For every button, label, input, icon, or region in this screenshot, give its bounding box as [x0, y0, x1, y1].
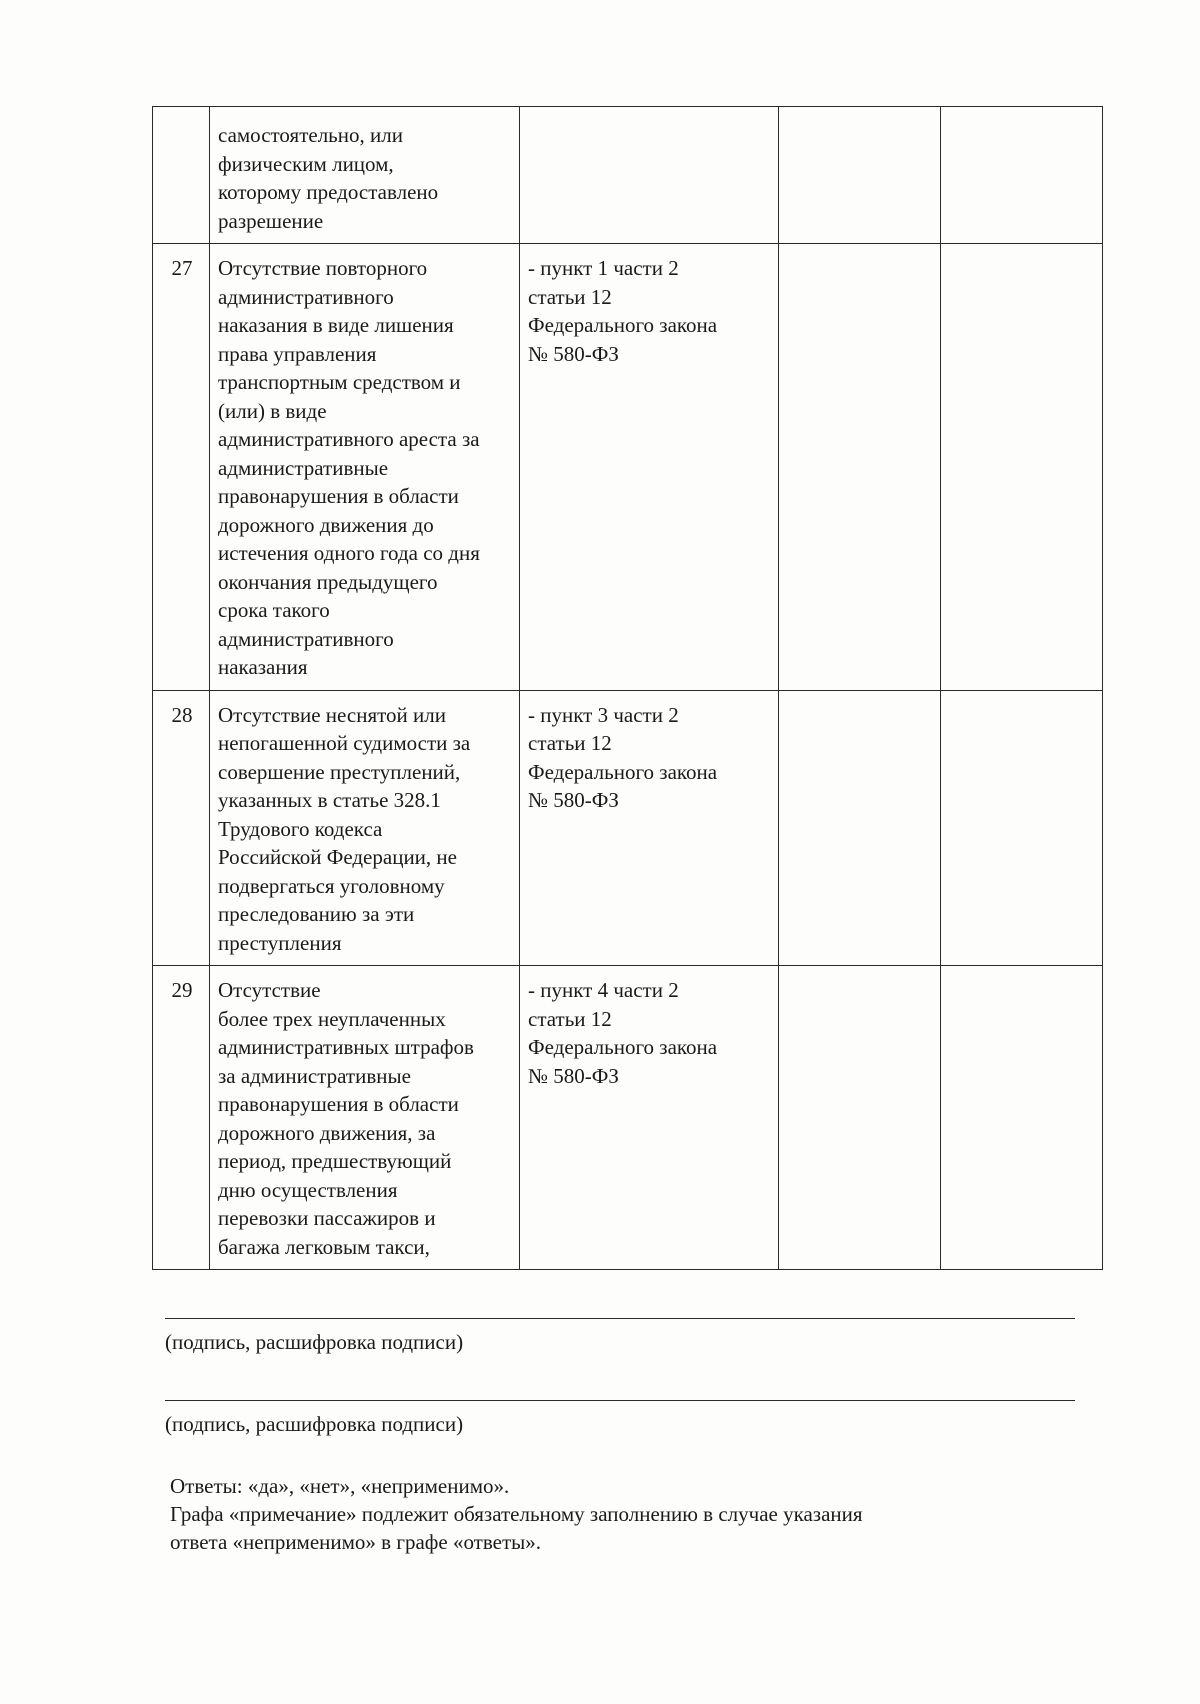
requirement-line: которому предоставлено: [218, 180, 439, 204]
signature-caption: (подпись, расшифровка подписи): [165, 1330, 464, 1354]
requirement-line: административного: [218, 626, 394, 651]
requirement-line: административного: [218, 284, 394, 309]
requirement-line: период, предшествующий: [218, 1149, 452, 1173]
row-number-cell: 28: [153, 690, 210, 966]
requirement-cell: [210, 690, 520, 966]
requirement-line: совершение преступлений,: [218, 759, 461, 784]
requirement-line: транспортным средством и: [218, 370, 461, 394]
reference-line: - пункт 3 части 2: [528, 702, 679, 727]
requirement-line: за административные: [218, 1063, 411, 1088]
answer-cell[interactable]: [779, 107, 941, 244]
requirement-line: Российской Федерации, не: [218, 845, 457, 869]
signature-caption: (подпись, расшифровка подписи): [165, 1412, 464, 1436]
requirement-line: административных штрафов: [218, 1035, 474, 1059]
requirement-line: перевозки пассажиров и: [218, 1206, 436, 1230]
requirement-line: Отсутствие неснятой или: [218, 702, 446, 727]
signature-line[interactable]: [165, 1318, 1075, 1319]
answer-cell[interactable]: [779, 244, 941, 691]
reference-line: № 580-ФЗ: [528, 788, 619, 812]
requirement-line: (или) в виде: [218, 398, 327, 423]
requirement-line: указанных в статье 328.1: [218, 788, 441, 812]
reference-line: - пункт 1 части 2: [528, 256, 679, 280]
instruction-line: Графа «примечание» подлежит обязательному заполнению в случае указания: [170, 1502, 863, 1526]
requirement-line: разрешение: [218, 208, 324, 233]
legal-reference-cell: [520, 107, 779, 244]
table-row: [153, 244, 1103, 691]
requirement-cell: [210, 107, 520, 244]
requirement-line: правонарушения в области: [218, 1092, 459, 1116]
note-cell[interactable]: [941, 107, 1103, 244]
answer-instructions: [170, 1472, 1100, 1556]
requirement-line: непогашенной судимости за: [218, 731, 471, 755]
reference-line: Федерального закона: [528, 759, 718, 784]
requirement-line: багажа легковым такси,: [218, 1234, 430, 1259]
table-row: [153, 107, 1103, 244]
reference-line: № 580-ФЗ: [528, 1063, 619, 1088]
signature-line[interactable]: [165, 1400, 1075, 1401]
checklist-table: [152, 106, 1103, 1270]
reference-line: Федерального закона: [528, 313, 718, 337]
table-row: [153, 966, 1103, 1270]
requirement-line: наказания: [218, 655, 308, 679]
legal-reference-cell: [520, 244, 779, 691]
answer-cell[interactable]: [779, 966, 941, 1270]
requirement-line: дорожного движения, за: [218, 1120, 436, 1145]
instruction-line: Ответы: «да», «нет», «неприменимо».: [170, 1474, 510, 1498]
requirement-line: физическим лицом,: [218, 151, 394, 176]
row-number-cell: 29: [153, 966, 210, 1270]
requirement-line: дню осуществления: [218, 1177, 398, 1202]
requirement-line: права управления: [218, 341, 377, 366]
reference-line: № 580-ФЗ: [528, 341, 619, 366]
row-number-cell: [153, 107, 210, 244]
reference-line: статьи 12: [528, 284, 612, 309]
requirement-cell: [210, 244, 520, 691]
requirement-line: Отсутствие: [218, 978, 321, 1002]
requirement-line: административные: [218, 455, 389, 480]
reference-line: статьи 12: [528, 731, 612, 755]
requirement-line: преследованию за эти: [218, 902, 415, 926]
note-cell[interactable]: [941, 244, 1103, 691]
requirement-line: самостоятельно, или: [218, 123, 403, 147]
reference-line: - пункт 4 части 2: [528, 978, 679, 1002]
requirement-line: административного ареста за: [218, 427, 480, 451]
legal-reference-cell: [520, 690, 779, 966]
requirement-line: более трех неуплаченных: [218, 1006, 446, 1031]
requirement-cell: [210, 966, 520, 1270]
requirement-line: Трудового кодекса: [218, 816, 383, 841]
table-row: [153, 690, 1103, 966]
reference-line: статьи 12: [528, 1006, 612, 1031]
requirement-line: подвергаться уголовному: [218, 873, 445, 898]
requirement-line: дорожного движения до: [218, 512, 434, 537]
requirement-line: преступления: [218, 930, 342, 955]
instruction-line: ответа «неприменимо» в графе «ответы».: [170, 1530, 542, 1554]
reference-line: Федерального закона: [528, 1035, 718, 1059]
note-cell[interactable]: [941, 966, 1103, 1270]
requirement-line: правонарушения в области: [218, 484, 459, 508]
legal-reference-cell: [520, 966, 779, 1270]
requirement-line: окончания предыдущего: [218, 569, 438, 594]
requirement-line: срока такого: [218, 598, 330, 622]
requirement-line: Отсутствие повторного: [218, 256, 428, 280]
answer-cell[interactable]: [779, 690, 941, 966]
row-number-cell: 27: [153, 244, 210, 691]
requirement-line: наказания в виде лишения: [218, 313, 454, 337]
note-cell[interactable]: [941, 690, 1103, 966]
requirement-line: истечения одного года со дня: [218, 541, 480, 565]
